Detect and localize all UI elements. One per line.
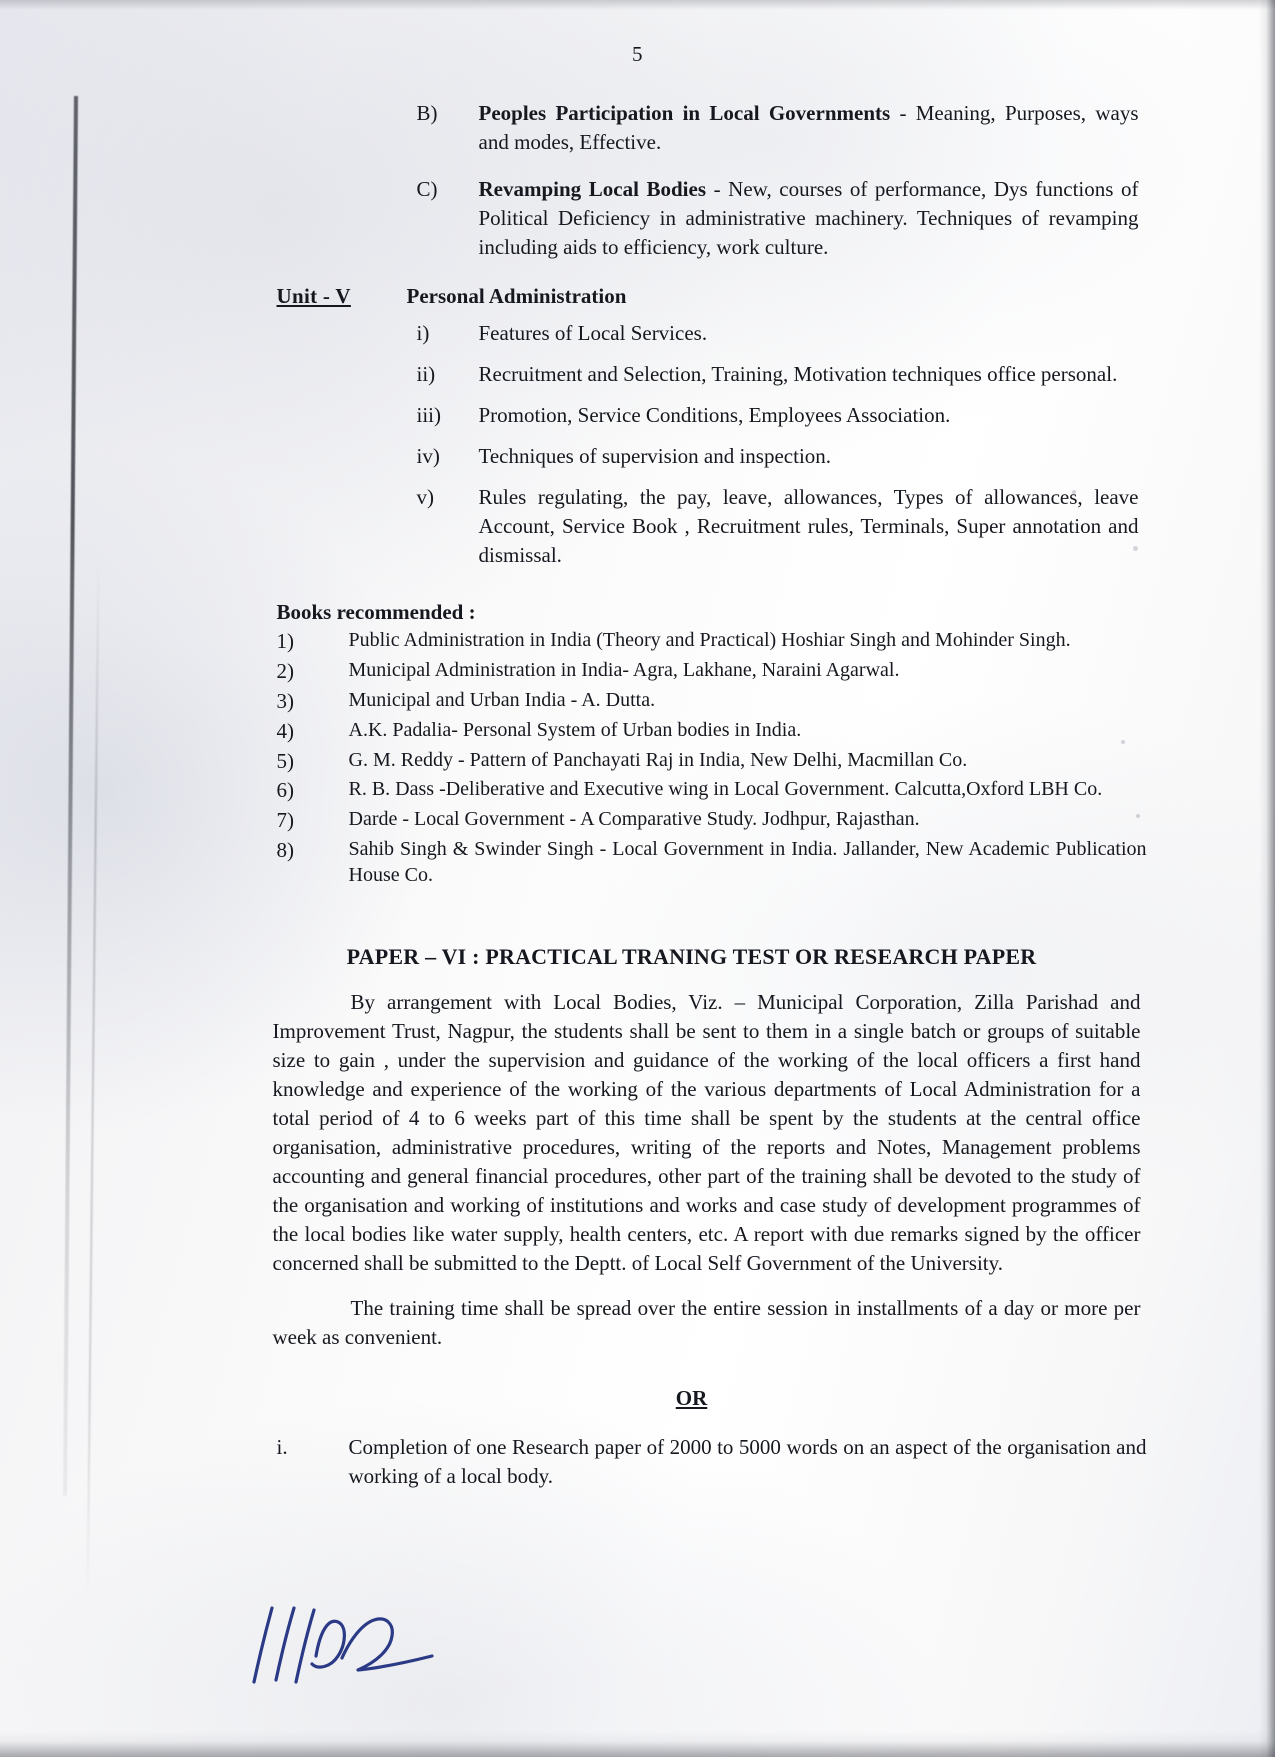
unit-title: Personal Administration [406,283,627,308]
paper-paragraph-2: The training time shall be spread over the entire session in installments of a day or more per week as convenient. [272,1296,1141,1350]
item-marker: v) [416,484,434,509]
book-marker: 2) [276,658,294,683]
item-rest: - New, courses of performance, Dys functions of Political Deficiency in administrative machinery. Techniques of revamping including aids to efficiency, work culture. [478,176,1139,259]
item-marker: iv) [416,443,440,468]
book-marker: 8) [276,838,294,863]
item-marker: B) [416,101,438,125]
unit-item-ii [277,360,1147,389]
book-text: Darde - Local Government - A Comparative Study. Jodhpur, Rajasthan. [348,808,920,831]
book-text: R. B. Dass -Deliberative and Executive wing in Local Government. Calcutta,Oxford LBH Co. [348,778,1103,801]
paper-heading: PAPER – VI : PRACTICAL TRANING TEST OR RESEARCH PAPER [346,944,1037,970]
book-item [277,806,1147,835]
item-bold-lead: Peoples Participation in Local Governments [478,101,891,125]
item-marker: C) [416,176,438,201]
book-item [277,747,1147,776]
book-item [277,836,1147,888]
item-text: Techniques of supervision and inspection. [478,443,832,468]
book-item [277,627,1147,656]
page-number: 5 [632,42,643,66]
lettered-item-b [277,99,1147,157]
unit-item-iii [277,401,1147,430]
book-marker: 6) [276,778,294,803]
item-marker: iii) [416,402,441,427]
book-marker: 1) [276,628,294,653]
item-marker: i) [416,320,430,345]
scan-edge-bottom [0,1731,1275,1757]
books-recommended-heading: Books recommended : [276,599,476,624]
book-text: Public Administration in India (Theory and Practical) Hoshiar Singh and Mohinder Singh. [348,628,1071,651]
final-option-item [277,1433,1147,1491]
book-marker: 5) [276,748,294,773]
book-marker: 7) [276,808,294,833]
item-text: Rules regulating, the pay, leave, allowances, Types of allowances, leave Account, Service Book , Recruitment rules, Terminals, Super annotation and dismissal. [478,484,1139,567]
book-text: Municipal and Urban India - A. Dutta. [348,688,656,711]
body-area [129,67,1147,1491]
item-text [479,175,1139,262]
item-text [479,99,1139,157]
book-text: A.K. Padalia- Personal System of Urban bodies in India. [348,718,802,741]
unit-item-iv [277,442,1147,471]
book-text: Municipal Administration in India- Agra, Lakhane, Naraini Agarwal. [348,658,900,681]
item-bold-lead: Revamping Local Bodies [478,176,707,201]
book-item [277,776,1147,805]
item-text: Features of Local Services. [478,320,708,345]
books-list [277,627,1147,889]
book-item [277,657,1147,686]
book-item [277,687,1147,716]
item-text: Promotion, Service Conditions, Employees Association. [478,402,951,427]
unit-item-v [277,483,1147,570]
item-marker: i. [276,1435,288,1460]
lettered-item-c [277,175,1147,262]
handwritten-signature [246,1596,466,1706]
book-text: Sahib Singh & Swinder Singh - Local Government in India. Jallander, New Academic Publication House Co. [348,838,1147,887]
book-marker: 3) [276,688,294,713]
book-marker: 4) [276,718,294,743]
unit-heading-row [277,284,1147,309]
book-item [277,717,1147,746]
book-text: G. M. Reddy - Pattern of Panchayati Raj in India, New Delhi, Macmillan Co. [348,748,968,771]
item-marker: ii) [416,361,436,386]
or-separator-label: OR [675,1386,708,1411]
item-text: Completion of one Research paper of 2000 to 5000 words on an aspect of the organisation and working of a local body. [348,1435,1147,1488]
paper-paragraph-1: By arrangement with Local Bodies, Viz. – Municipal Corporation, Zilla Parishad and Improvement Trust, Nagpur, the students shall be sent to them in a single batch or groups of suitable size to gain , under the supervision and guidance of the working of the local officers a first hand knowledge and experience of the working of the various departments of Local Administration for a total period of 4 to 6 weeks part of this time shall be spent by the students at the central office organisation, administrative procedures, writing of the reports and Notes, Management problems accounting and general financial procedures, other part of the training shall be devoted to the study of the organisation and working of institutions and works and case study of development programmes of the local bodies like water supply, health centers, etc. A report with due remarks signed by the officer concerned shall be submitted to the Deptt. of Local Self Government of the University. [272,990,1141,1276]
item-text: Recruitment and Selection, Training, Motivation techniques office personal. [478,361,1118,386]
unit-label: Unit - V [276,283,351,308]
unit-item-i [277,319,1147,348]
item-rest: - Meaning, Purposes, ways and modes, Effective. [478,101,1139,154]
